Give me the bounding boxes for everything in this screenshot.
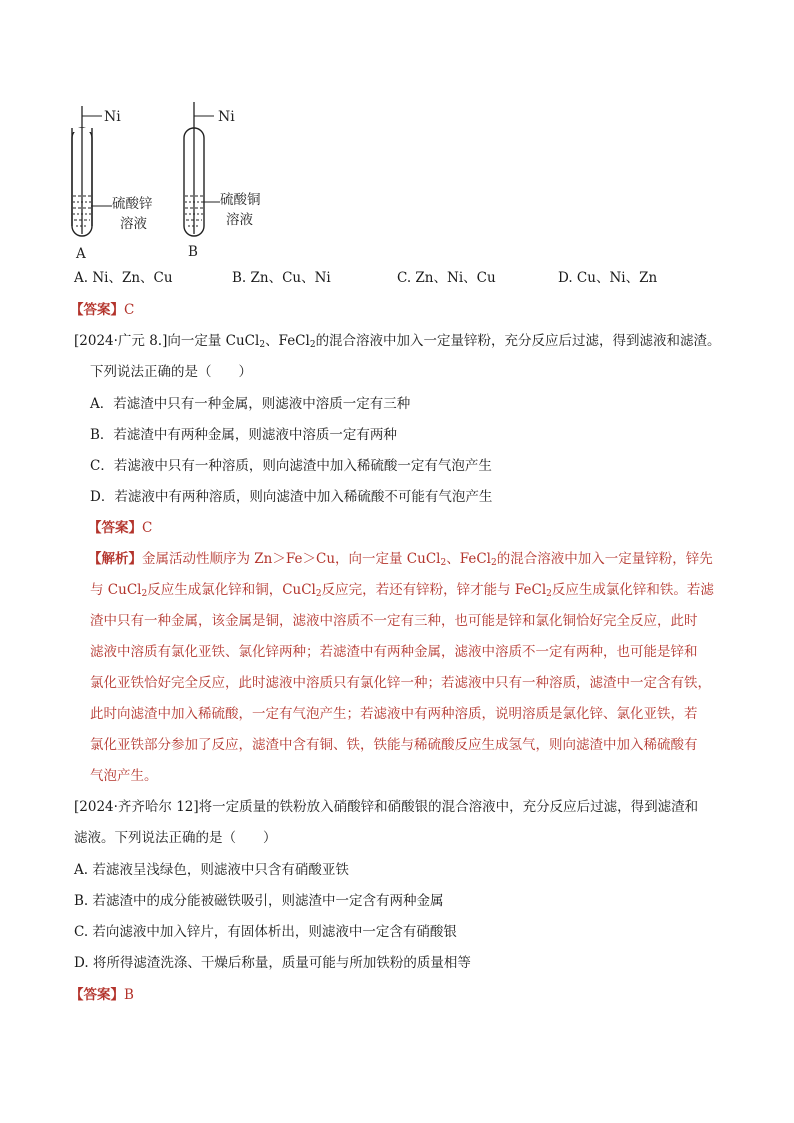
q2-option-b: B．若滤渣中有两种金属，则滤液中溶质一定有两种 [90,427,397,443]
q3-option-a: A. 若滤液呈浅绿色，则滤液中只含有硝酸亚铁 [74,862,349,878]
q2-analysis-line8: 气泡产生。 [90,768,158,784]
q2-analysis-line5: 氯化亚铁恰好完全反应，此时滤液中溶质只有氯化锌一种；若滤液中只有一种溶质，滤渣中一定含有铁， [90,675,711,691]
tube-a-solution-2: 溶液 [120,216,147,232]
tube-a [72,106,153,262]
q2-option-d: D．若滤液中有两种溶质，则向滤渣中加入稀硫酸不可能有气泡产生 [90,489,493,505]
tube-b [184,102,261,260]
q2-answer [88,518,152,538]
q2-analysis-line2: 与 CuCl$_2$反应生成氯化锌和铜，CuCl$_2$反应完，若还有锌粉，锌才能与 FeCl$_2$反应生成氯化锌和铁。若滤 [90,582,714,599]
q2-stem-line2: 下列说法正确的是（ ） [90,364,252,380]
tube-a-solution-1: 硫酸锌 [112,196,153,212]
q2-option-a: A．若滤渣中只有一种金属，则滤液中溶质一定有三种 [90,396,411,412]
q2-answer-value: C [142,520,153,536]
q2-stem-line1: [2024·广元 8.]向一定量 CuCl$_2$、FeCl$_2$的混合溶液中加入一定量锌粉，充分反应后过滤，得到滤液和滤渣。 [74,333,721,350]
tube-b-solution-1: 硫酸铜 [220,192,261,208]
q2-answer-tag: 【答案】 [88,520,142,536]
tube-a-metal: Ni [104,109,121,125]
q2-source: [2024·广元 8.] [74,333,168,349]
q3-answer-value: B [124,987,134,1003]
q1-answer-tag: 【答案】 [70,302,124,318]
tube-b-label: B [188,244,198,260]
q2-analysis-tag: 【解析】 [88,551,142,567]
q3-answer [70,985,134,1005]
q2-analysis-line6: 此时向滤渣中加入稀硫酸，一定有气泡产生；若滤液中有两种溶质，说明溶质是氯化锌、氯化亚铁，若 [90,706,698,722]
tube-b-solution-2: 溶液 [226,212,253,228]
q2-analysis-line4: 滤液中溶质有氯化亚铁、氯化锌两种；若滤渣中有两种金属，滤液中溶质不一定有两种，也可能是锌和 [90,644,698,660]
q1-answer [70,300,134,320]
q1-option-b: B. Zn、Cu、Ni [232,270,331,286]
test-tube-diagram [60,96,290,264]
q3-option-c: C. 若向滤液中加入锌片，有固体析出，则滤液中一定含有硝酸银 [74,924,457,940]
q2-option-c: C．若滤液中只有一种溶质，则向滤渣中加入稀硫酸一定有气泡产生 [90,458,492,474]
q1-answer-value: C [124,302,135,318]
q3-option-d: D. 将所得滤渣洗涤、干燥后称量，质量可能与所加铁粉的质量相等 [74,955,471,971]
q3-option-b: B. 若滤渣中的成分能被磁铁吸引，则滤渣中一定含有两种金属 [74,893,444,909]
q1-option-a: A. Ni、Zn、Cu [74,270,173,286]
q2-analysis-line7: 氯化亚铁部分参加了反应，滤渣中含有铜、铁，铁能与稀硫酸反应生成氢气，则向滤渣中加入稀硫酸有 [90,737,698,753]
tube-a-label: A [76,246,86,262]
q2-analysis-line1: 【解析】金属活动性顺序为 Zn＞Fe＞Cu，向一定量 CuCl$_2$、FeCl$_2$的混合溶液中加入一定量锌粉，锌先 [88,551,713,568]
tube-b-metal: Ni [218,109,235,125]
q1-option-d: D. Cu、Ni、Zn [558,270,658,286]
q1-option-c: C. Zn、Ni、Cu [397,270,496,286]
q3-stem-line2: 滤液。下列说法正确的是（ ） [74,830,277,846]
test-tube-figure [60,96,290,264]
q3-answer-tag: 【答案】 [70,987,124,1003]
q2-analysis-line3: 渣中只有一种金属，该金属是铜，滤液中溶质不一定有三种，也可能是锌和氯化铜恰好完全反应，此时 [90,613,698,629]
q3-stem-line1: [2024·齐齐哈尔 12]将一定质量的铁粉放入硝酸锌和硝酸银的混合溶液中，充分反应后过滤，得到滤渣和 [74,799,699,815]
